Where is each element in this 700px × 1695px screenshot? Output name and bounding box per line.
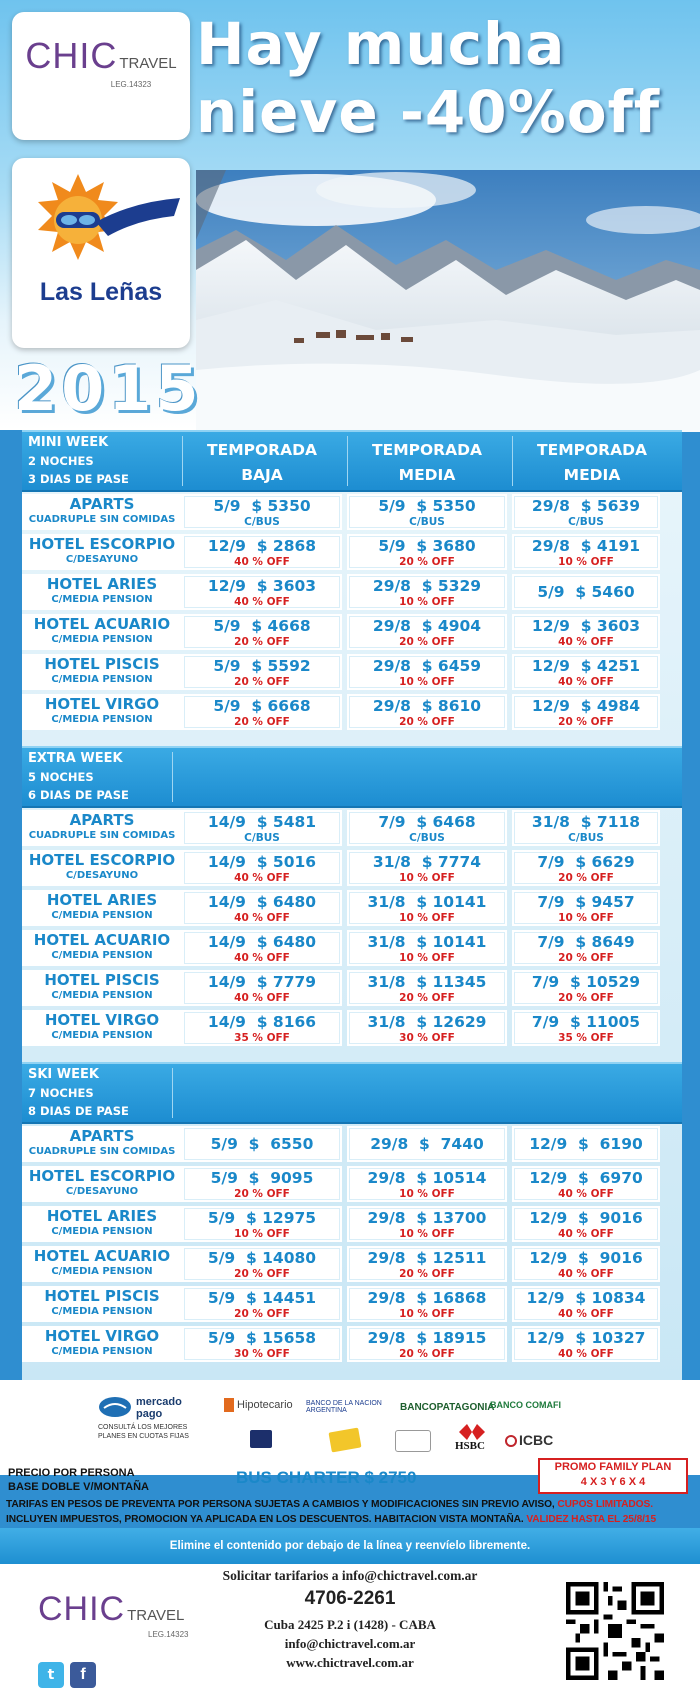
discount-note: 30 % OFF bbox=[399, 1032, 455, 1044]
discount-note: 40 % OFF bbox=[558, 1228, 614, 1240]
section-header-mini-week bbox=[22, 430, 682, 492]
date-price: 14/9 $ 8166 bbox=[207, 1013, 317, 1031]
hotel-board: C/MEDIA PENSION bbox=[51, 674, 153, 685]
date-price: 5/9 $ 5592 bbox=[213, 657, 311, 675]
date-price: 29/8 $ 6459 bbox=[372, 657, 482, 675]
email-link[interactable]: info@chictravel.com.ar bbox=[284, 1636, 416, 1651]
date-price: 12/9 $ 4984 bbox=[531, 697, 641, 715]
discount-note: 20 % OFF bbox=[234, 1188, 290, 1200]
price-row bbox=[22, 848, 682, 888]
price-cell bbox=[347, 1326, 507, 1362]
price-cell bbox=[512, 1326, 660, 1362]
price-cell bbox=[512, 534, 660, 570]
discount-note: 40 % OFF bbox=[234, 912, 290, 924]
price-cell bbox=[347, 810, 507, 846]
price-row bbox=[22, 1008, 682, 1048]
discount-note: 30 % OFF bbox=[234, 1348, 290, 1360]
price-cell bbox=[347, 970, 507, 1006]
hotel-name: HOTEL ARIES bbox=[46, 1207, 158, 1225]
price-cell bbox=[182, 1326, 342, 1362]
discount-note: 40 % OFF bbox=[558, 1308, 614, 1320]
hotel-name-cell bbox=[22, 1126, 182, 1162]
price-table bbox=[22, 430, 682, 1380]
mountain-photo bbox=[196, 170, 700, 432]
logo-chic: CHIC bbox=[25, 35, 118, 76]
price-cell bbox=[512, 1206, 660, 1242]
price-cell bbox=[512, 1246, 660, 1282]
discount-note: 20 % OFF bbox=[558, 992, 614, 1004]
price-cell bbox=[182, 810, 342, 846]
price-cell bbox=[347, 1246, 507, 1282]
hotel-board: C/MEDIA PENSION bbox=[51, 1030, 153, 1041]
date-price: 31/8 $ 7774 bbox=[372, 853, 482, 871]
price-cell bbox=[512, 694, 660, 730]
hotel-name: HOTEL ACUARIO bbox=[33, 931, 171, 949]
date-price: 5/9 $ 5350 bbox=[213, 497, 311, 515]
discount-note: C/BUS bbox=[409, 832, 445, 844]
discount-note: 20 % OFF bbox=[234, 1308, 290, 1320]
hotel-board: C/MEDIA PENSION bbox=[51, 634, 153, 645]
logo-leg: LEG.14323 bbox=[110, 80, 152, 89]
price-cell bbox=[182, 694, 342, 730]
website-link[interactable]: www.chictravel.com.ar bbox=[286, 1655, 414, 1670]
price-cell bbox=[347, 574, 507, 610]
discount-note: 20 % OFF bbox=[399, 992, 455, 1004]
price-row bbox=[22, 968, 682, 1008]
hsbc-logo: HSBC bbox=[455, 1424, 485, 1452]
price-row bbox=[22, 532, 682, 572]
discount-note: 40 % OFF bbox=[234, 596, 290, 608]
date-price: 31/8 $ 11345 bbox=[367, 973, 487, 991]
mercado-pago-logo: mercado pago CONSULTÁ LOS MEJORES PLANES EN CUOTAS FIJAS bbox=[98, 1396, 189, 1440]
price-cell bbox=[182, 970, 342, 1006]
price-row bbox=[22, 492, 682, 532]
sun-goggles-icon bbox=[12, 158, 190, 278]
hotel-name: APARTS bbox=[69, 811, 135, 829]
date-price: 31/8 $ 10141 bbox=[367, 933, 487, 951]
discount-note: 35 % OFF bbox=[234, 1032, 290, 1044]
hotel-name-cell bbox=[22, 930, 182, 966]
hotel-name: HOTEL ESCORPIO bbox=[28, 1167, 176, 1185]
discount-note: 20 % OFF bbox=[399, 1268, 455, 1280]
discount-note: 20 % OFF bbox=[234, 636, 290, 648]
hotel-name-cell bbox=[22, 810, 182, 846]
price-cell bbox=[182, 534, 342, 570]
section-pass: 3 DIAS DE PASE bbox=[28, 472, 129, 486]
section-pass: 6 DIAS DE PASE bbox=[28, 788, 129, 802]
discount-note: 10 % OFF bbox=[399, 1228, 455, 1240]
discount-note: C/BUS bbox=[568, 516, 604, 528]
resort-name: Las Leñas bbox=[39, 278, 163, 306]
card-icon bbox=[395, 1430, 431, 1452]
price-row bbox=[22, 1124, 682, 1164]
price-cell bbox=[512, 1126, 660, 1162]
date-price: 5/9 $ 6550 bbox=[210, 1135, 314, 1153]
price-cell bbox=[182, 1166, 342, 1202]
discount-note: 20 % OFF bbox=[399, 636, 455, 648]
price-row bbox=[22, 888, 682, 928]
headline-line2: nieve -40%off bbox=[196, 78, 661, 146]
hotel-name: HOTEL ESCORPIO bbox=[28, 535, 176, 553]
price-row bbox=[22, 612, 682, 652]
date-price: 12/9 $ 6970 bbox=[529, 1169, 643, 1187]
date-price: 14/9 $ 6480 bbox=[207, 893, 317, 911]
banco-nacion-logo: BANCO DE LA NACION ARGENTINA bbox=[306, 1400, 382, 1414]
price-row bbox=[22, 928, 682, 968]
discount-note: 10 % OFF bbox=[399, 1188, 455, 1200]
date-price: 29/8 $ 5329 bbox=[372, 577, 482, 595]
date-price: 7/9 $ 9457 bbox=[537, 893, 635, 911]
discount-note: 40 % OFF bbox=[558, 1348, 614, 1360]
hotel-name-cell bbox=[22, 494, 182, 530]
price-cell bbox=[182, 574, 342, 610]
price-cell bbox=[347, 654, 507, 690]
hotel-board: C/MEDIA PENSION bbox=[51, 950, 153, 961]
discount-note: 40 % OFF bbox=[234, 952, 290, 964]
price-cell bbox=[512, 890, 660, 926]
date-price: 5/9 $ 3680 bbox=[378, 537, 476, 555]
section-header-ski-week bbox=[22, 1062, 682, 1124]
date-price: 29/8 $ 16868 bbox=[367, 1289, 487, 1307]
hotel-board: C/MEDIA PENSION bbox=[51, 1266, 153, 1277]
forward-note-bar: Elimine el contenido por debajo de la línea y reenvíelo libremente. bbox=[0, 1528, 700, 1564]
hotel-board: CUADRUPLE SIN COMIDAS bbox=[28, 1146, 176, 1157]
price-cell bbox=[347, 494, 507, 530]
hotel-name-cell bbox=[22, 694, 182, 730]
hotel-name-cell bbox=[22, 1286, 182, 1322]
hotel-board: CUADRUPLE SIN COMIDAS bbox=[28, 514, 176, 525]
date-price: 14/9 $ 5481 bbox=[207, 813, 317, 831]
price-cell bbox=[347, 1010, 507, 1046]
discount-note: 35 % OFF bbox=[558, 1032, 614, 1044]
bus-charter-price: BUS CHARTER $ 2750 bbox=[236, 1468, 417, 1487]
price-cell bbox=[512, 494, 660, 530]
qr-code-icon[interactable] bbox=[566, 1582, 664, 1680]
hotel-name: HOTEL PISCIS bbox=[44, 1287, 160, 1305]
discount-note: 40 % OFF bbox=[558, 1188, 614, 1200]
price-row bbox=[22, 572, 682, 612]
hotel-name: HOTEL VIRGO bbox=[44, 1327, 160, 1345]
hotel-name: APARTS bbox=[69, 1127, 135, 1145]
price-cell bbox=[182, 654, 342, 690]
hotel-board: C/MEDIA PENSION bbox=[51, 594, 153, 605]
price-cell bbox=[512, 970, 660, 1006]
hotel-name-cell bbox=[22, 1246, 182, 1282]
date-price: 12/9 $ 6190 bbox=[529, 1135, 643, 1153]
hotel-name: HOTEL ESCORPIO bbox=[28, 851, 176, 869]
banco-patagonia-logo: BANCOPATAGONIA bbox=[400, 1402, 495, 1413]
discount-note: 20 % OFF bbox=[399, 556, 455, 568]
date-price: 29/8 $ 13700 bbox=[367, 1209, 487, 1227]
section-nights: 7 NOCHES bbox=[28, 1086, 94, 1100]
discount-note: 10 % OFF bbox=[399, 596, 455, 608]
hotel-board: C/DESAYUNO bbox=[65, 870, 139, 881]
date-price: 29/8 $ 18915 bbox=[367, 1329, 487, 1347]
hotel-name-cell bbox=[22, 574, 182, 610]
hero-banner bbox=[0, 0, 700, 430]
price-row bbox=[22, 1284, 682, 1324]
date-price: 12/9 $ 10327 bbox=[526, 1329, 646, 1347]
price-cell bbox=[347, 930, 507, 966]
address: Cuba 2425 P.2 i (1428) - CABA bbox=[264, 1617, 436, 1632]
hotel-board: C/DESAYUNO bbox=[65, 554, 139, 565]
chic-travel-logo bbox=[12, 12, 190, 140]
discount-note: 40 % OFF bbox=[234, 556, 290, 568]
section-title: EXTRA WEEK bbox=[28, 751, 123, 766]
discount-note: 40 % OFF bbox=[558, 1268, 614, 1280]
date-price: 12/9 $ 10834 bbox=[526, 1289, 646, 1307]
date-price: 7/9 $ 6468 bbox=[378, 813, 476, 831]
hotel-board: C/MEDIA PENSION bbox=[51, 1226, 153, 1237]
price-cell bbox=[347, 1126, 507, 1162]
price-cell bbox=[182, 1010, 342, 1046]
column-header-media-1: TEMPORADA MEDIA bbox=[372, 441, 482, 484]
price-row bbox=[22, 1244, 682, 1284]
date-price: 12/9 $ 4251 bbox=[531, 657, 641, 675]
hotel-name-cell bbox=[22, 1166, 182, 1202]
discount-note: 20 % OFF bbox=[234, 1268, 290, 1280]
date-price: 29/8 $ 10514 bbox=[367, 1169, 487, 1187]
date-price: 5/9 $ 6668 bbox=[213, 697, 311, 715]
price-cell bbox=[182, 930, 342, 966]
hotel-name-cell bbox=[22, 970, 182, 1006]
price-cell bbox=[512, 810, 660, 846]
handshake-icon bbox=[98, 1396, 132, 1418]
price-cell bbox=[182, 1126, 342, 1162]
discount-note: 10 % OFF bbox=[399, 952, 455, 964]
section-title: SKI WEEK bbox=[28, 1067, 99, 1082]
date-price: 7/9 $ 8649 bbox=[537, 933, 635, 951]
divider bbox=[172, 752, 173, 802]
discount-note: 10 % OFF bbox=[399, 1308, 455, 1320]
date-price: 29/8 $ 12511 bbox=[367, 1249, 487, 1267]
hotel-name-cell bbox=[22, 890, 182, 926]
price-cell bbox=[182, 850, 342, 886]
discount-note: 10 % OFF bbox=[234, 1228, 290, 1240]
hotel-name: HOTEL VIRGO bbox=[44, 695, 160, 713]
base-doble: BASE DOBLE V/MONTAÑA bbox=[8, 1481, 149, 1493]
column-header-media-2: TEMPORADA MEDIA bbox=[537, 441, 647, 484]
discount-note: 20 % OFF bbox=[234, 676, 290, 688]
date-price: 31/8 $ 12629 bbox=[367, 1013, 487, 1031]
discount-note: 20 % OFF bbox=[558, 952, 614, 964]
hotel-name: APARTS bbox=[69, 495, 135, 513]
section-nights: 2 NOCHES bbox=[28, 454, 94, 468]
price-row bbox=[22, 692, 682, 732]
hotel-name: HOTEL ACUARIO bbox=[33, 1247, 171, 1265]
hipotecario-logo: Hipotecario bbox=[224, 1398, 293, 1412]
hotel-board: C/MEDIA PENSION bbox=[51, 714, 153, 725]
card-icon bbox=[328, 1428, 361, 1453]
price-cell bbox=[512, 850, 660, 886]
price-row bbox=[22, 1204, 682, 1244]
date-price: 12/9 $ 9016 bbox=[529, 1249, 643, 1267]
hotel-name: HOTEL ARIES bbox=[46, 575, 158, 593]
icbc-icon bbox=[505, 1435, 517, 1447]
date-price: 5/9 $ 9095 bbox=[210, 1169, 314, 1187]
price-row bbox=[22, 808, 682, 848]
price-cell bbox=[182, 614, 342, 650]
date-price: 29/8 $ 7440 bbox=[370, 1135, 484, 1153]
section-title: MINI WEEK bbox=[28, 435, 109, 450]
hotel-name-cell bbox=[22, 614, 182, 650]
solicitar-tarifarios: Solicitar tarifarios a info@chictravel.com.ar bbox=[222, 1568, 478, 1583]
discount-note: 20 % OFF bbox=[558, 716, 614, 728]
hotel-name-cell bbox=[22, 1326, 182, 1362]
date-price: 12/9 $ 2868 bbox=[207, 537, 317, 555]
price-cell bbox=[347, 1206, 507, 1242]
hipotecario-icon bbox=[224, 1398, 234, 1412]
hotel-board: C/DESAYUNO bbox=[65, 1186, 139, 1197]
date-price: 12/9 $ 3603 bbox=[207, 577, 317, 595]
price-cell bbox=[347, 614, 507, 650]
discount-note: 40 % OFF bbox=[558, 636, 614, 648]
date-price: 12/9 $ 3603 bbox=[531, 617, 641, 635]
hotel-name: HOTEL ARIES bbox=[46, 891, 158, 909]
price-row bbox=[22, 1164, 682, 1204]
date-price: 7/9 $ 11005 bbox=[531, 1013, 641, 1031]
discount-note: 20 % OFF bbox=[399, 1348, 455, 1360]
hotel-name: HOTEL ACUARIO bbox=[33, 615, 171, 633]
promo-family-plan: PROMO FAMILY PLAN 4 X 3 Y 6 X 4 bbox=[538, 1458, 688, 1494]
discount-note: 40 % OFF bbox=[234, 992, 290, 1004]
price-cell bbox=[347, 534, 507, 570]
price-cell bbox=[512, 1286, 660, 1322]
date-price: 29/8 $ 8610 bbox=[372, 697, 482, 715]
date-price: 7/9 $ 10529 bbox=[531, 973, 641, 991]
date-price: 12/9 $ 9016 bbox=[529, 1209, 643, 1227]
price-cell bbox=[182, 494, 342, 530]
price-per-person: PRECIO POR PERSONA bbox=[8, 1467, 135, 1479]
date-price: 31/8 $ 10141 bbox=[367, 893, 487, 911]
section-header-extra-week bbox=[22, 746, 682, 808]
phone-number[interactable]: 4706-2261 bbox=[304, 1588, 396, 1609]
date-price: 14/9 $ 6480 bbox=[207, 933, 317, 951]
hotel-board: C/MEDIA PENSION bbox=[51, 1306, 153, 1317]
banco-comafi-logo: BANCO COMAFI bbox=[490, 1400, 561, 1410]
hotel-name: HOTEL PISCIS bbox=[44, 971, 160, 989]
price-cell bbox=[512, 654, 660, 690]
date-price: 5/9 $ 12975 bbox=[207, 1209, 317, 1227]
headline bbox=[196, 10, 696, 146]
logo-travel: TRAVEL bbox=[119, 55, 177, 72]
date-price: 7/9 $ 6629 bbox=[537, 853, 635, 871]
discount-note: C/BUS bbox=[244, 516, 280, 528]
hotel-name-cell bbox=[22, 654, 182, 690]
hotel-name: HOTEL PISCIS bbox=[44, 655, 160, 673]
price-cell bbox=[182, 890, 342, 926]
date-price: 14/9 $ 5016 bbox=[207, 853, 317, 871]
price-row bbox=[22, 652, 682, 692]
las-lenas-logo bbox=[12, 158, 190, 348]
price-cell bbox=[347, 850, 507, 886]
date-price: 5/9 $ 15658 bbox=[207, 1329, 317, 1347]
hotel-board: C/MEDIA PENSION bbox=[51, 910, 153, 921]
discount-note: C/BUS bbox=[244, 832, 280, 844]
hotel-name-cell bbox=[22, 1010, 182, 1046]
discount-note: 10 % OFF bbox=[558, 556, 614, 568]
price-cell bbox=[512, 1010, 660, 1046]
price-cell bbox=[512, 1166, 660, 1202]
facebook-icon[interactable]: f bbox=[70, 1662, 96, 1688]
divider bbox=[172, 1068, 173, 1118]
date-price: 29/8 $ 4191 bbox=[531, 537, 641, 555]
discount-note: 10 % OFF bbox=[399, 872, 455, 884]
price-cell bbox=[347, 694, 507, 730]
date-price: 5/9 $ 4668 bbox=[213, 617, 311, 635]
price-cell bbox=[512, 614, 660, 650]
discount-note: 40 % OFF bbox=[234, 872, 290, 884]
section-pass: 8 DIAS DE PASE bbox=[28, 1104, 129, 1118]
discount-note: 20 % OFF bbox=[234, 716, 290, 728]
discount-note: C/BUS bbox=[409, 516, 445, 528]
hotel-board: C/MEDIA PENSION bbox=[51, 990, 153, 1001]
hotel-name-cell bbox=[22, 1206, 182, 1242]
date-price: 31/8 $ 7118 bbox=[531, 813, 641, 831]
price-cell bbox=[347, 890, 507, 926]
hotel-board: CUADRUPLE SIN COMIDAS bbox=[28, 830, 176, 841]
icbc-logo: ICBC bbox=[505, 1432, 553, 1448]
discount-note: 20 % OFF bbox=[558, 872, 614, 884]
twitter-icon[interactable]: t bbox=[38, 1662, 64, 1688]
discount-note: C/BUS bbox=[568, 832, 604, 844]
section-nights: 5 NOCHES bbox=[28, 770, 94, 784]
hotel-name-cell bbox=[22, 850, 182, 886]
hotel-name: HOTEL VIRGO bbox=[44, 1011, 160, 1029]
price-cell bbox=[182, 1286, 342, 1322]
column-header-baja: TEMPORADA BAJA bbox=[207, 441, 317, 484]
price-cell bbox=[182, 1246, 342, 1282]
discount-note: 10 % OFF bbox=[399, 676, 455, 688]
date-price: 5/9 $ 14080 bbox=[207, 1249, 317, 1267]
price-cell bbox=[512, 574, 660, 610]
hotel-name-cell bbox=[22, 534, 182, 570]
date-price: 5/9 $ 14451 bbox=[207, 1289, 317, 1307]
date-price: 5/9 $ 5350 bbox=[378, 497, 476, 515]
hsbc-hexagon-icon bbox=[459, 1424, 485, 1440]
date-price: 29/8 $ 4904 bbox=[372, 617, 482, 635]
date-price: 5/9 $ 5460 bbox=[537, 583, 635, 601]
price-row bbox=[22, 1324, 682, 1364]
price-cell bbox=[182, 1206, 342, 1242]
cabal-card-icon bbox=[250, 1430, 272, 1448]
price-cell bbox=[347, 1166, 507, 1202]
year-label: 2015 bbox=[14, 352, 203, 425]
date-price: 14/9 $ 7779 bbox=[207, 973, 317, 991]
price-cell bbox=[347, 1286, 507, 1322]
discount-note: 10 % OFF bbox=[558, 912, 614, 924]
hotel-board: C/MEDIA PENSION bbox=[51, 1346, 153, 1357]
footer-logo: CHIC TRAVEL LEG.14323 bbox=[38, 1590, 189, 1639]
price-cell bbox=[512, 930, 660, 966]
discount-note: 20 % OFF bbox=[399, 716, 455, 728]
terms-text: TARIFAS EN PESOS DE PREVENTA POR PERSONA SUJETAS A CAMBIOS Y MODIFICACIONES SIN PREVIO AVISO, CUPOS LIMITADOS. INCLUYEN IMPUESTOS, PROMOCION YA APLICADA EN LOS DESCUENTOS. HABITACION VISTA MONTAÑA. VALIDEZ HASTA EL 25/8/15 bbox=[6, 1499, 657, 1525]
discount-note: 40 % OFF bbox=[558, 676, 614, 688]
date-price: 29/8 $ 5639 bbox=[531, 497, 641, 515]
discount-note: 10 % OFF bbox=[399, 912, 455, 924]
headline-line1: Hay mucha bbox=[196, 10, 566, 78]
